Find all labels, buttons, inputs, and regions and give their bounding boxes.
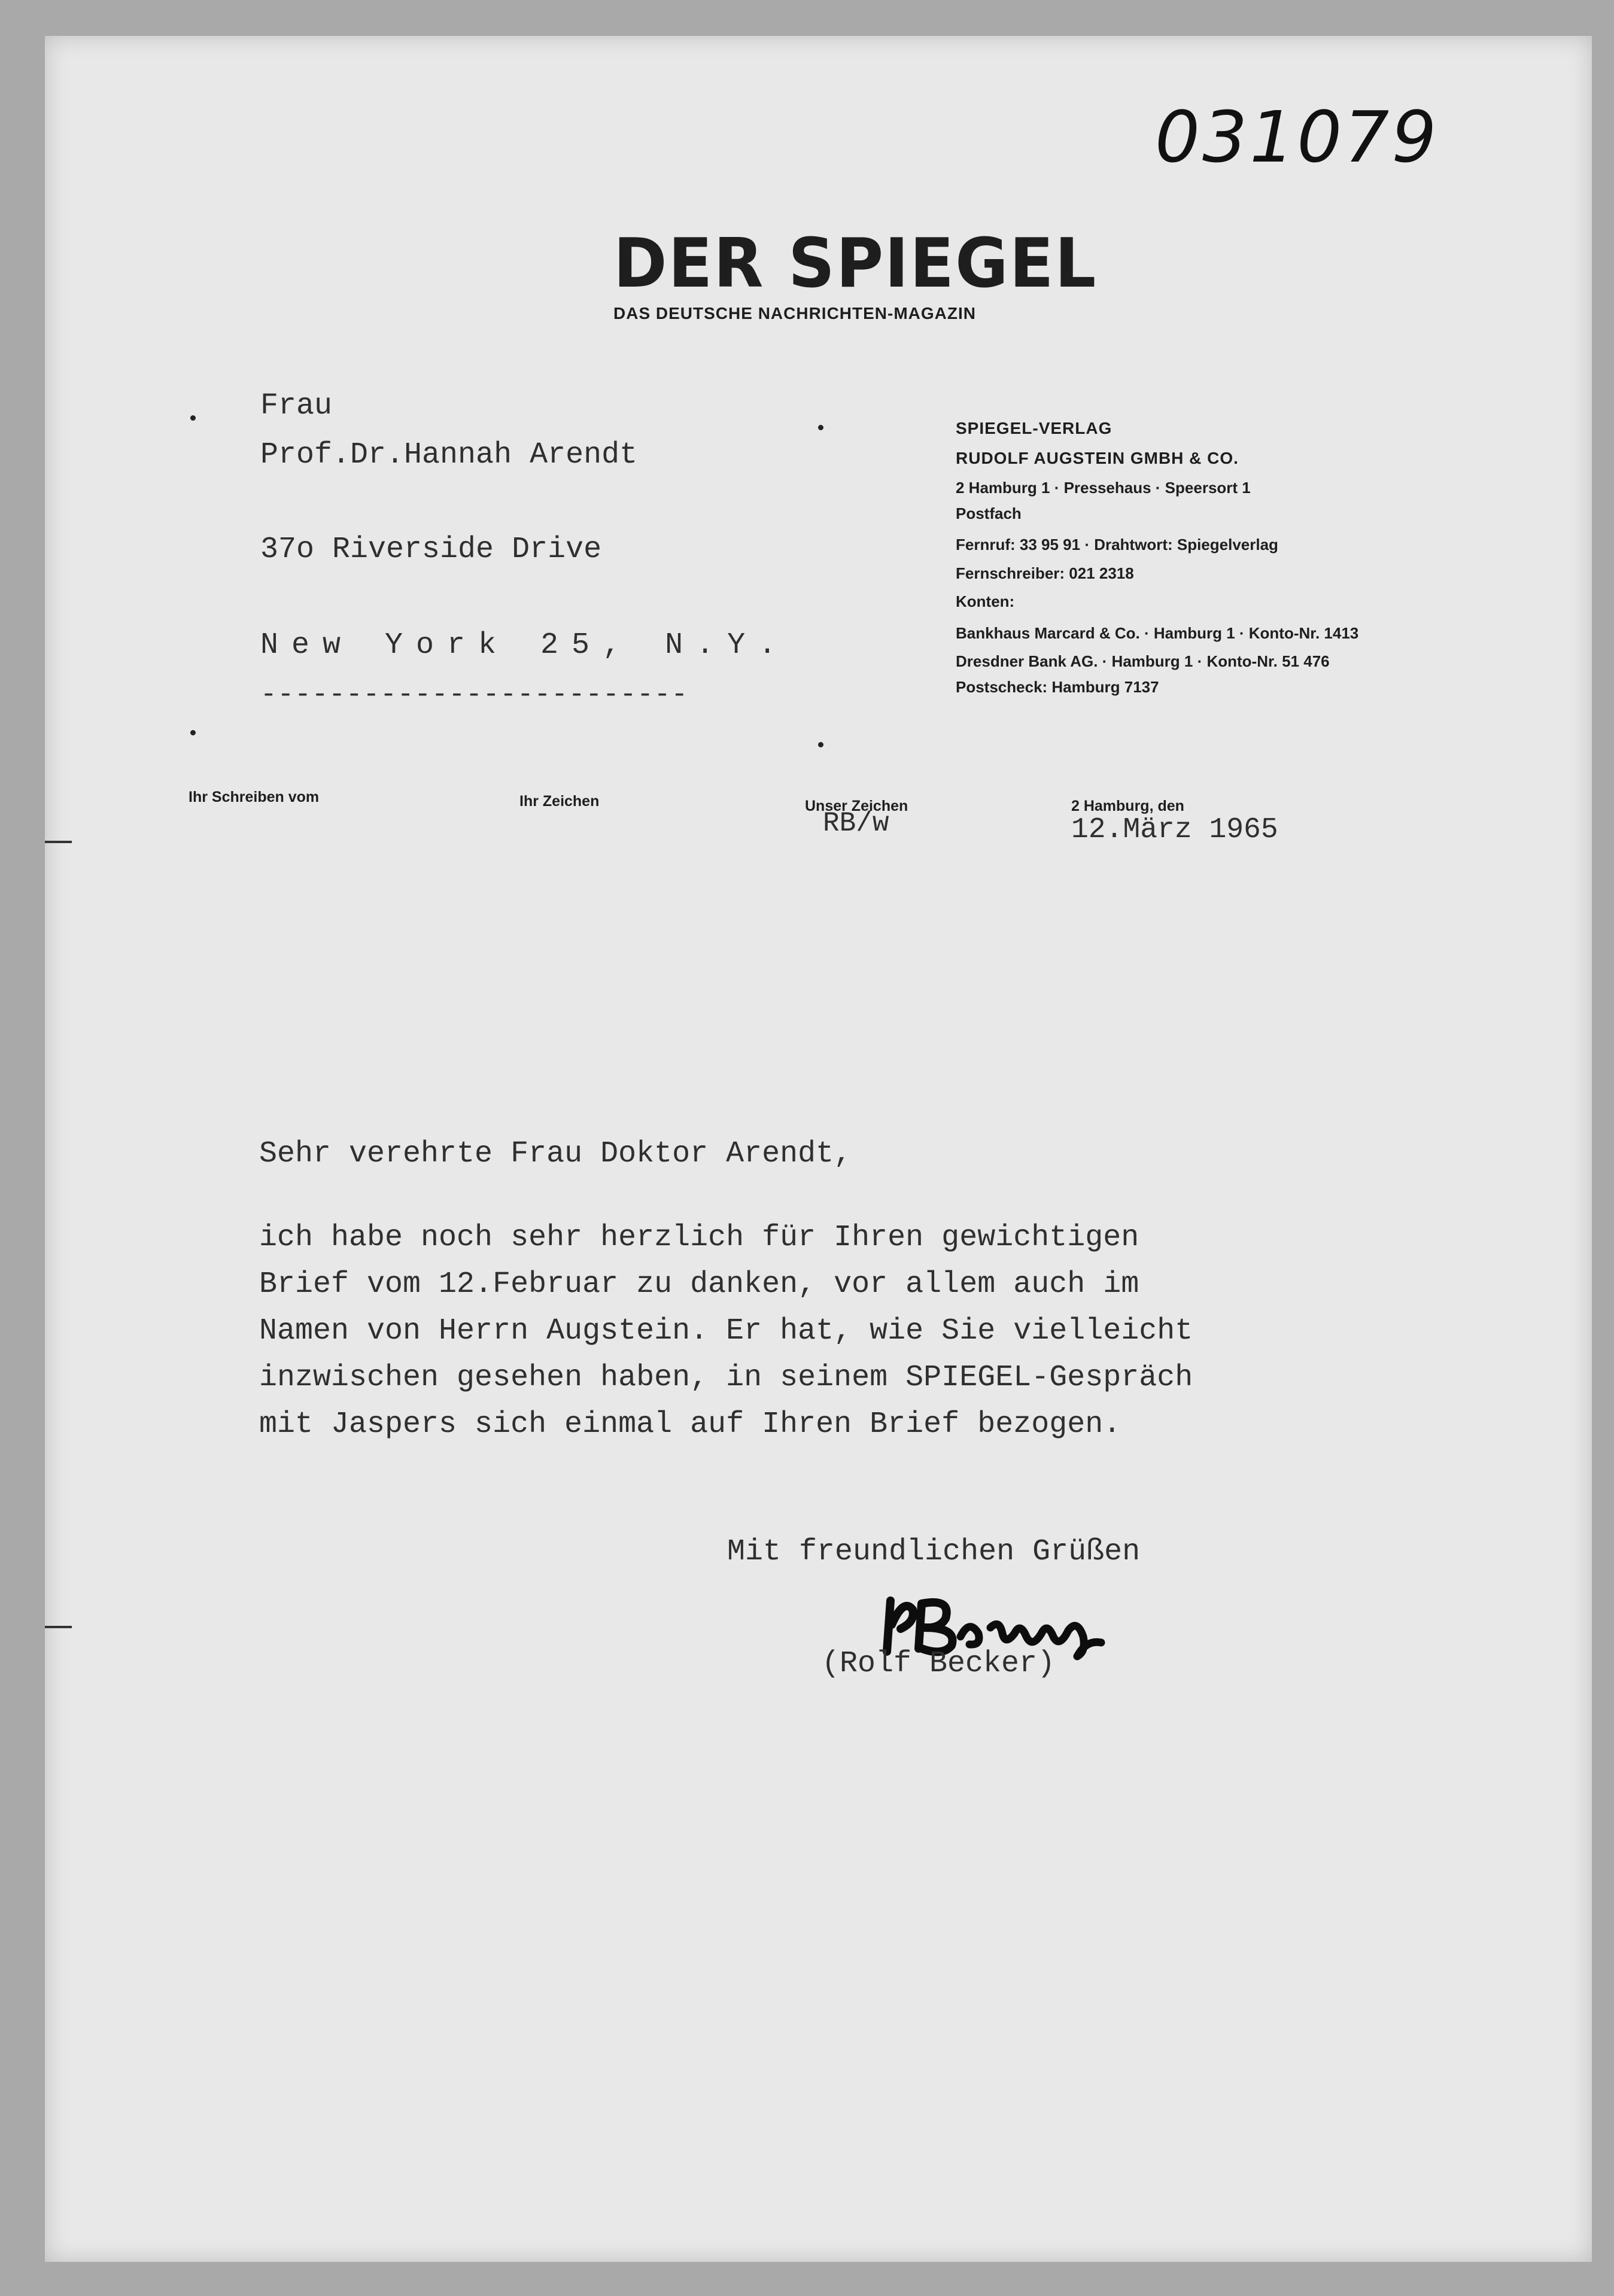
punch-dot bbox=[818, 742, 823, 747]
ihr-schreiben-label: Ihr Schreiben vom bbox=[189, 789, 320, 805]
letter-greeting: Sehr verehrte Frau Doktor Arendt, bbox=[259, 1137, 852, 1171]
publisher-postfach: Postfach bbox=[956, 504, 1022, 522]
publisher-telex: Fernschreiber: 021 2318 bbox=[956, 564, 1134, 582]
body-line: ich habe noch sehr herzlich für Ihren gewichtigen bbox=[259, 1221, 1139, 1255]
publisher-phone: Fernruf: 33 95 91 · Drahtwort: Spiegelverlag bbox=[956, 536, 1278, 554]
publisher-address: 2 Hamburg 1 · Pressehaus · Speersort 1 bbox=[956, 479, 1251, 497]
spiegel-logo: DER SPIEGEL bbox=[613, 224, 1098, 303]
unser-zeichen-label: Unser Zeichen bbox=[805, 798, 908, 814]
signature-name: (Rolf Becker) bbox=[822, 1647, 1056, 1681]
body-line: Namen von Herrn Augstein. Er hat, wie Sie vielleicht bbox=[259, 1314, 1193, 1348]
publisher-konten-label: Konten: bbox=[956, 592, 1015, 610]
address-underline: ------------------------- bbox=[260, 679, 689, 710]
recipient-name: Prof.Dr.Hannah Arendt bbox=[260, 438, 638, 472]
date-value: 12.März 1965 bbox=[1071, 814, 1278, 846]
fold-mark bbox=[45, 1626, 72, 1628]
body-line: Brief vom 12.Februar zu danken, vor allem auch im bbox=[259, 1267, 1139, 1301]
recipient-salutation: Frau bbox=[260, 389, 333, 423]
recipient-street: 37o Riverside Drive bbox=[260, 533, 602, 567]
publisher-bank1: Bankhaus Marcard & Co. · Hamburg 1 · Konto-Nr. 1413 bbox=[956, 624, 1359, 642]
publisher-company: RUDOLF AUGSTEIN GMBH & CO. bbox=[956, 449, 1239, 467]
publisher-name: SPIEGEL-VERLAG bbox=[956, 419, 1113, 437]
fold-mark bbox=[45, 841, 72, 843]
unser-zeichen-value: RB/w bbox=[823, 808, 889, 839]
letter-closing: Mit freundlichen Grüßen bbox=[727, 1535, 1141, 1569]
date-label: 2 Hamburg, den bbox=[1071, 798, 1184, 814]
punch-dot bbox=[818, 425, 823, 430]
punch-dot bbox=[190, 415, 196, 421]
publisher-postscheck: Postscheck: Hamburg 7137 bbox=[956, 678, 1159, 696]
body-line: inzwischen gesehen haben, in seinem SPIEGEL-Gespräch bbox=[259, 1361, 1193, 1395]
publisher-bank2: Dresdner Bank AG. · Hamburg 1 · Konto-Nr. 51 476 bbox=[956, 652, 1330, 670]
body-line: mit Jaspers sich einmal auf Ihren Brief bezogen. bbox=[259, 1407, 1121, 1442]
ihr-zeichen-label: Ihr Zeichen bbox=[519, 793, 600, 810]
archive-number: 031079 bbox=[1155, 96, 1439, 178]
recipient-city: New York 25, N.Y. bbox=[260, 628, 790, 662]
logo-tagline: DAS DEUTSCHE NACHRICHTEN-MAGAZIN bbox=[613, 304, 976, 323]
punch-dot bbox=[190, 730, 196, 735]
